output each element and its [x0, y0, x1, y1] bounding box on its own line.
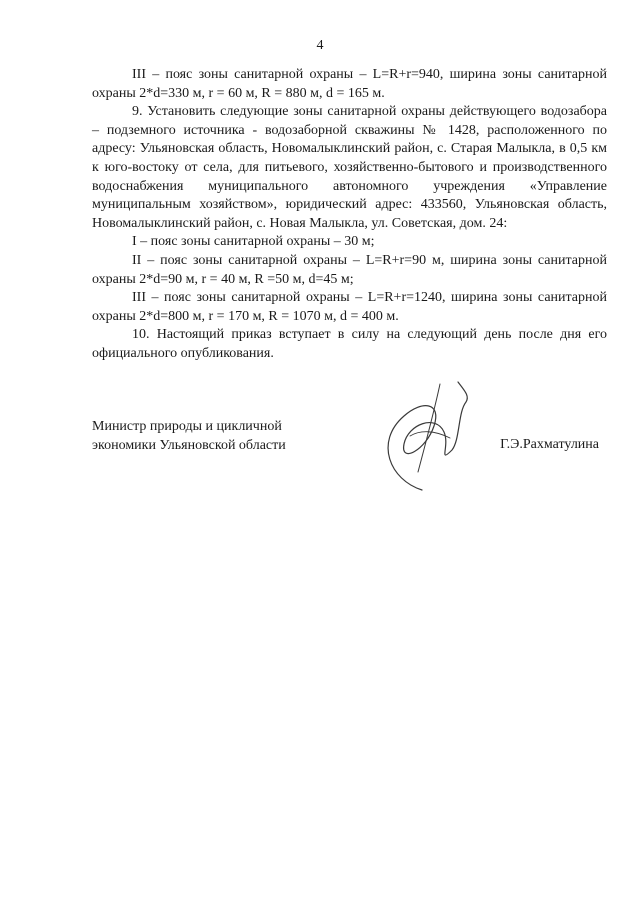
signer-title-line-1: Министр природы и цикличной: [92, 419, 282, 434]
page-number: 4: [316, 38, 324, 53]
signer-name: Г.Э.Рахматулина: [500, 437, 599, 452]
paragraph-item-10: 10. Настоящий приказ вступает в силу на следующий день после дня его официального опубликования.: [92, 327, 607, 361]
signature-block: [92, 418, 607, 498]
paragraph-zone-ii: II – пояс зоны санитарной охраны – L=R+r=90 м, ширина зоны санитарной охраны 2*d=90 м, r = 40 м, R =50 м, d=45 м;: [92, 252, 607, 287]
paragraph-zone-iii-previous: III – пояс зоны санитарной охраны – L=R+r=940, ширина зоны санитарной охраны 2*d=330 м, r = 60 м, R = 880 м, d = 165 м.: [92, 67, 607, 101]
signer-title: [92, 418, 286, 455]
paragraph-zone-i: I – пояс зоны санитарной охраны – 30 м;: [132, 234, 375, 250]
paragraph-item-9: 9. Установить следующие зоны санитарной охраны действующего водозабора – подземного источника - водозаборной скважины № 1428, расположенного по адресу: Ульяновская область, Новомалыклинский район, с. Старая Малыкла, в 0,5 км к юго-востоку от села, для питьевого, хозяйственно-бытового и производственного водоснабжения муниципального автономного учреждения «Управление муниципальным хозяйством», юридический адрес: 433560, Ульяновская область, Новомалыклинский район, с. Новая Малыкла, ул. Советская, дом. 24:: [92, 104, 607, 231]
document-body: [92, 66, 607, 364]
signer-title-line-2: экономики Ульяновской области: [92, 437, 286, 453]
paragraph-zone-iii: III – пояс зоны санитарной охраны – L=R+r=1240, ширина зоны санитарной охраны 2*d=800 м, r = 170 м, R = 1070 м, d = 400 м.: [92, 290, 607, 324]
